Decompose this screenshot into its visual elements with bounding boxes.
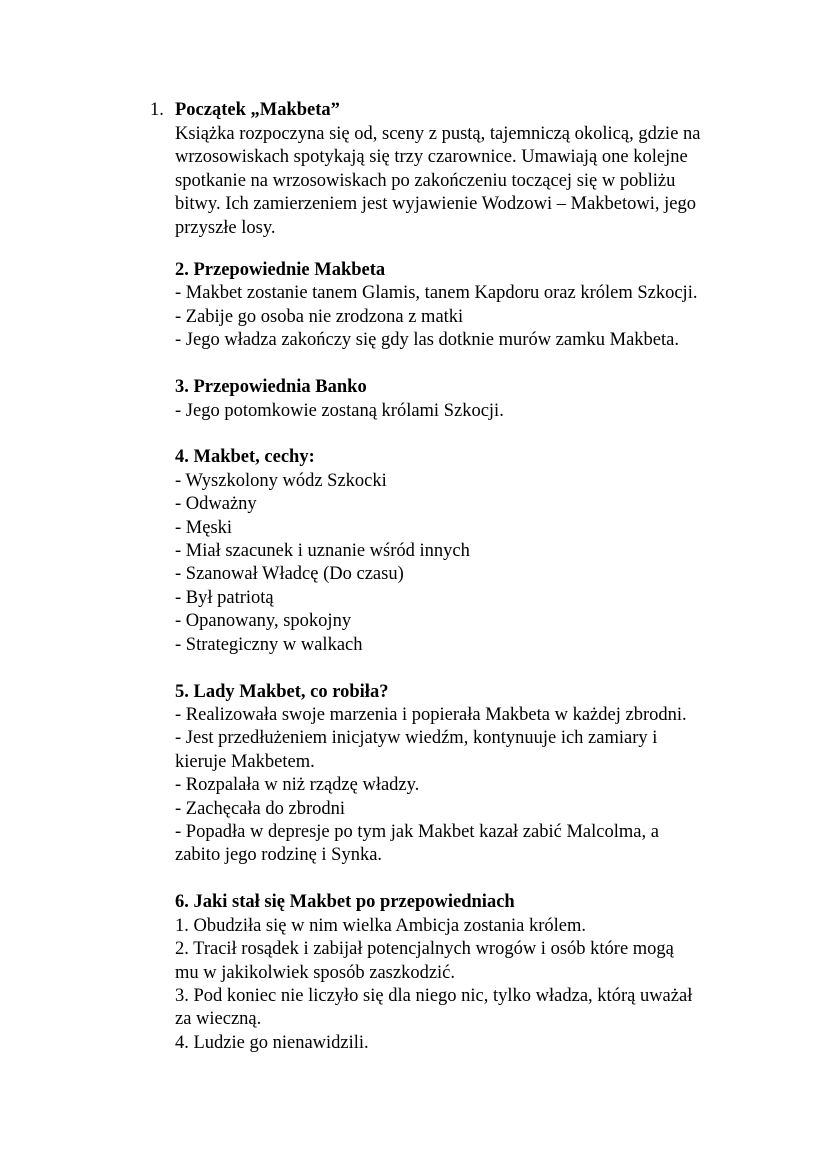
section-4-line: - Opanowany, spokojny: [175, 611, 352, 632]
section-1-line: Książka rozpoczyna się od, sceny z pustą, tajemniczą okolicą, gdzie na: [175, 123, 701, 144]
section-4: [175, 446, 775, 657]
section-6-line: 2. Tracił rosądek i zabijał potencjalnych wrogów i osób które mogą: [175, 939, 674, 960]
section-5-line: - Jest przedłużeniem inicjatyw wiedźm, kontynuuje ich zamiary i: [175, 728, 658, 749]
section-1-line: przyszłe losy.: [175, 217, 276, 238]
section-4-line: - Odważny: [175, 494, 257, 515]
section-6: [175, 891, 775, 1055]
section-2: [175, 259, 775, 353]
section-4-line: - Szanował Władcę (Do czasu): [175, 564, 404, 585]
section-3: [175, 376, 775, 423]
section-5-line: - Zachęcała do zbrodni: [175, 798, 346, 819]
section-6-line: 1. Obudziła się w nim wielka Ambicja zostania królem.: [175, 915, 587, 936]
section-4-line: - Był patriotą: [175, 587, 274, 608]
section-6-line: 3. Pod koniec nie liczyło się dla niego nic, tylko władza, którą uważał: [175, 985, 693, 1006]
section-2-title: 2. Przepowiednie Makbeta: [175, 260, 386, 280]
section-4-line: - Miał szacunek i uznanie wśród innych: [175, 541, 470, 562]
section-4-title: 4. Makbet, cechy:: [175, 447, 315, 468]
section-6-line: za wieczną.: [175, 1009, 262, 1030]
section-4-line: - Wyszkolony wódz Szkocki: [175, 470, 387, 491]
section-5-line: - Realizowała swoje marzenia i popierała Makbeta w każdej zbrodni.: [175, 705, 687, 725]
section-1-line: bitwy. Ich zamierzeniem jest wyjawienie Wodzowi – Makbetowi, jego: [175, 194, 696, 215]
section-5-line: zabito jego rodzinę i Synka.: [175, 845, 383, 866]
section-5-line: - Rozpalała w niż rządzę władzy.: [175, 775, 420, 796]
section-5-title: 5. Lady Makbet, co robiła?: [175, 681, 389, 702]
section-1-title: Początek „Makbeta”: [175, 100, 340, 120]
section-1-line: spotkanie na wrzosowiskach po zakończeniu toczącej się w pobliżu: [175, 170, 676, 191]
section-6-line: 4. Ludzie go nienawidzili.: [175, 1032, 369, 1053]
section-4-line: - Męski: [175, 517, 233, 538]
section-5: [175, 681, 775, 868]
section-3-line: - Jego potomkowie zostaną królami Szkocji.: [175, 400, 504, 421]
section-3-title: 3. Przepowiednia Banko: [175, 377, 367, 398]
section-2-line: - Jego władza zakończy się gdy las dotknie murów zamku Makbeta.: [175, 330, 679, 351]
section-4-line: - Strategiczny w walkach: [175, 634, 363, 655]
sections-2-6: [175, 259, 775, 1079]
section-6-title: 6. Jaki stał się Makbet po przepowiedniach: [175, 892, 515, 913]
section-1-body: [175, 99, 750, 241]
section-1: [150, 99, 750, 241]
section-1-line: wrzosowiskach spotykają się trzy czarownice. Umawiają one kolejne: [175, 147, 688, 168]
section-1-number: 1.: [150, 100, 164, 120]
section-5-line: kieruje Makbetem.: [175, 751, 315, 772]
section-5-line: - Popadła w depresje po tym jak Makbet kazał zabić Malcolma, a: [175, 822, 659, 843]
section-2-line: - Makbet zostanie tanem Glamis, tanem Kapdoru oraz królem Szkocji.: [175, 283, 698, 304]
section-6-line: mu w jakikolwiek sposób zaszkodzić.: [175, 962, 456, 983]
section-2-line: - Zabije go osoba nie zrodzona z matki: [175, 306, 464, 327]
